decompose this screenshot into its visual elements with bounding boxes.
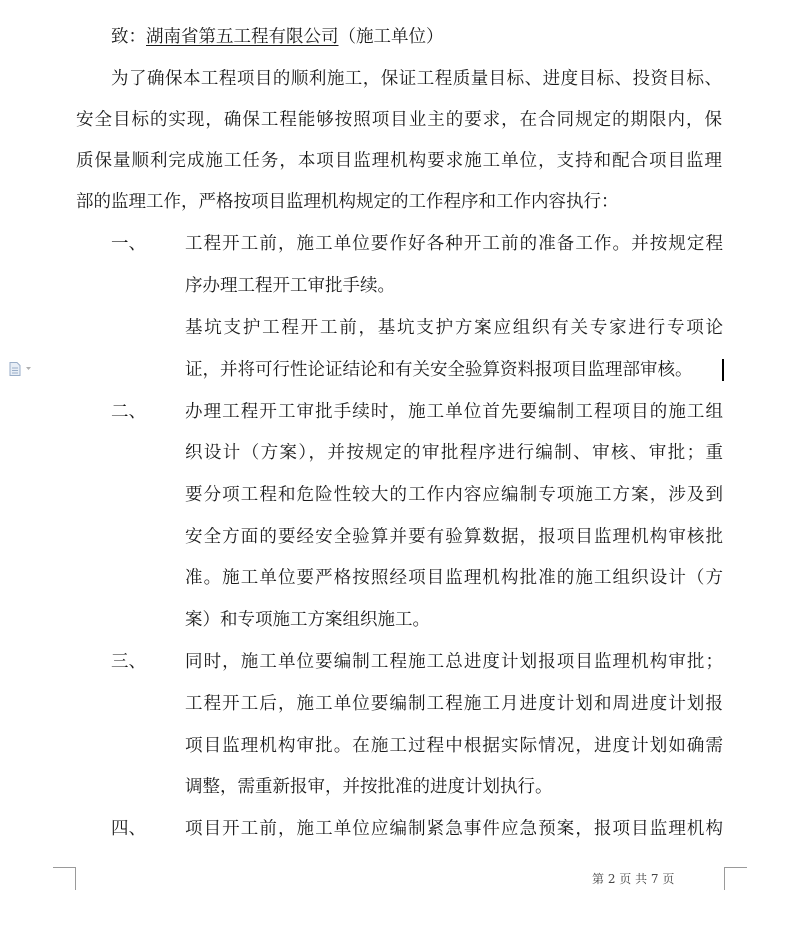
text-cursor [722,359,724,381]
list-item-line: 基坑支护工程开工前，基坑支护方案应组织有关专家进行专项论 [185,318,723,338]
list-item-line: 准。施工单位要严格按照经项目监理机构批准的施工组织设计（方 [185,568,723,588]
salutation-company: 湖南省第五工程有限公司 [146,27,339,47]
page-corner-mark-right [724,867,747,890]
intro-line: 为了确保本工程项目的顺利施工，保证工程质量目标、进度目标、投资目标、 [111,69,722,89]
page-corner-mark-left [53,867,76,890]
list-item-line: 案）和专项施工方案组织施工。 [185,610,430,630]
salutation-suffix: （施工单位） [338,27,444,47]
page-indicator: 第 2 页 共 7 页 [592,872,675,886]
list-item-line: 项目监理机构审批。在施工过程中根据实际情况，进度计划如确需 [185,736,723,756]
document-note-icon[interactable] [8,362,34,376]
list-item-line: 办理工程开工审批手续时，施工单位首先要编制工程项目的施工组 [185,402,723,422]
list-item-line: 安全方面的要经安全验算并要有验算数据，报项目监理机构审核批 [185,527,723,547]
list-item-line: 织设计（方案），并按规定的审批程序进行编制、审核、审批；重 [185,443,723,463]
salutation-prefix: 致： [111,27,146,47]
list-item-line: 同时，施工单位要编制工程施工总进度计划报项目监理机构审批； [185,652,723,672]
list-item-number: 一、 [111,234,146,254]
intro-line: 质保量顺利完成施工任务，本项目监理机构要求施工单位，支持和配合项目监理 [76,151,722,171]
list-item-number: 三、 [111,652,146,672]
list-item-number: 二、 [111,402,146,422]
intro-line: 安全目标的实现，确保工程能够按照项目业主的要求，在合同规定的期限内，保 [76,110,722,130]
list-item-line: 工程开工前，施工单位要作好各种开工前的准备工作。并按规定程 [185,234,723,254]
list-item-line: 工程开工后，施工单位要编制工程施工月进度计划和周进度计划报 [185,694,723,714]
list-item-line: 序办理工程开工审批手续。 [185,276,395,296]
list-item-line: 调整，需重新报审，并按批准的进度计划执行。 [185,777,553,797]
list-item-line: 要分项工程和危险性较大的工作内容应编制专项施工方案，涉及到 [185,485,723,505]
list-item-number: 四、 [111,819,146,839]
intro-line: 部的监理工作，严格按项目监理机构规定的工作程序和工作内容执行： [76,192,619,212]
salutation [111,27,444,47]
list-item-line: 证，并将可行性论证结论和有关安全验算资料报项目监理部审核。 [185,360,693,380]
list-item-line: 项目开工前，施工单位应编制紧急事件应急预案，报项目监理机构 [185,819,723,839]
